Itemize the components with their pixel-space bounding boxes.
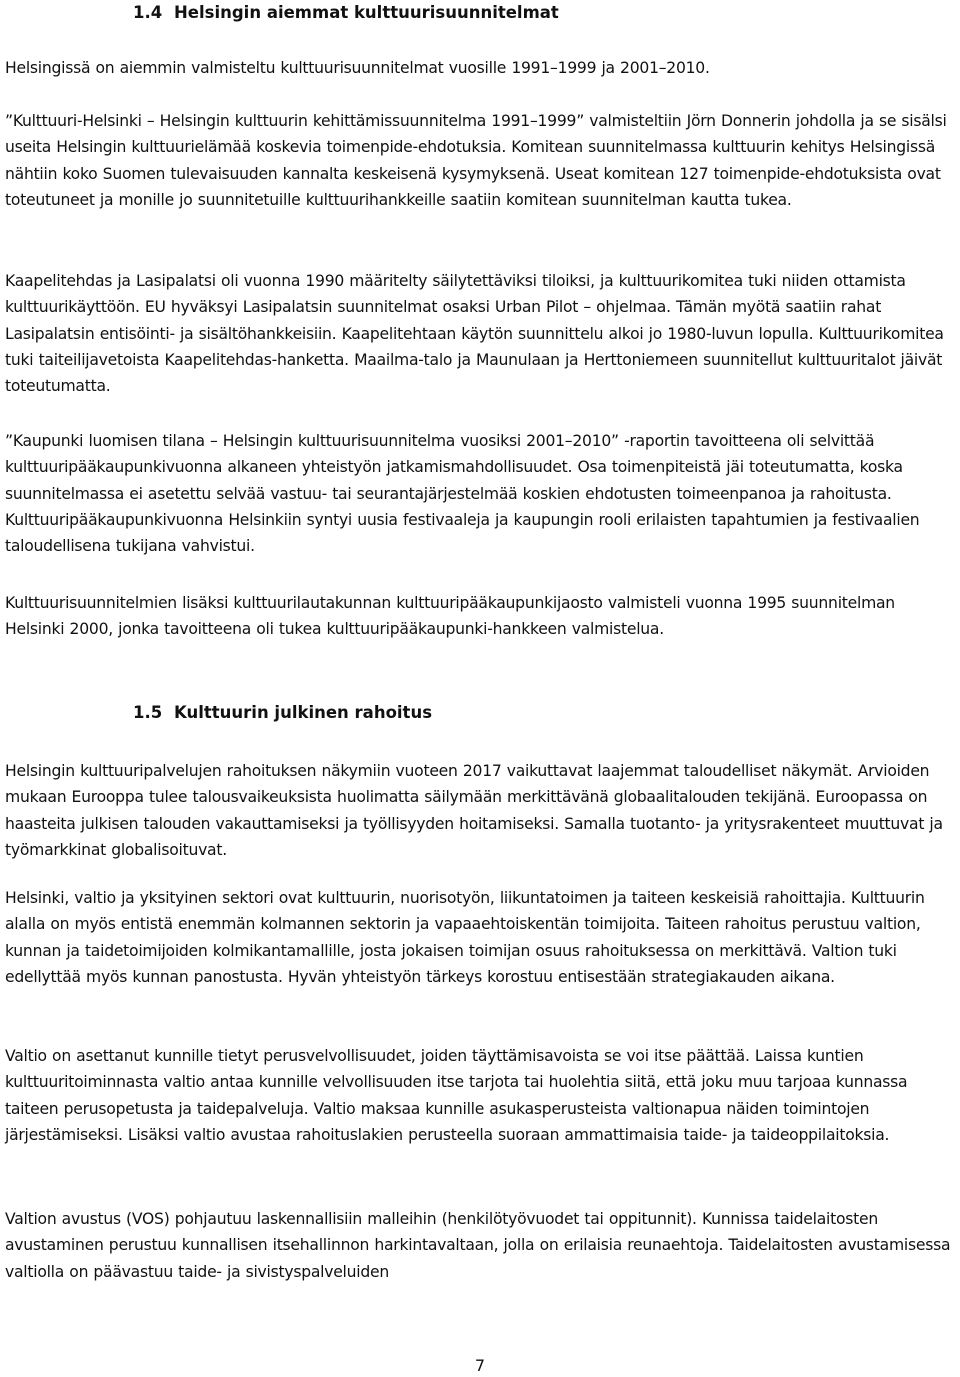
section-title: Helsingin aiemmat kulttuurisuunnitelmat	[173, 3, 559, 22]
section-number: 1.5	[133, 703, 163, 722]
paragraph: Helsinki, valtio ja yksityinen sektori ovat kulttuurin, nuorisotyön, liikuntatoimen ja taiteen keskeisiä rahoittajia. Kulttuurin alalla on myös entistä enemmän kolmannen sektorin ja vapaaehtoiskentän toimijoita. Taiteen rahoitus perustuu valtion, kunnan ja taidetoimijoiden kolmikantamallille, josta jokaisen toimijan osuus rahoituksessa on merkittävä. Valtion tuki edellyttää myös kunnan panostusta. Hyvän yhteistyön tärkeys korostuu entisestään strategiakauden aikana.	[5, 889, 925, 986]
section-number: 1.4	[133, 3, 163, 22]
section-title: Kulttuurin julkinen rahoitus	[173, 703, 433, 722]
paragraph: Valtion avustus (VOS) pohjautuu laskennallisiin malleihin (henkilötyövuodet tai oppitunnit). Kunnissa taidelaitosten avustaminen perustuu kunnallisen itsehallinnon harkintavaltaan, jolla on erilaisia reunaehtoja. Taidelaitosten avustamisessa valtiolla on päävastuu taide- ja sivistyspalveluiden	[5, 1210, 951, 1281]
paragraph: Kaapelitehdas ja Lasipalatsi oli vuonna 1990 määritelty säilytettäviksi tiloiksi, ja kulttuurikomitea tuki niiden ottamista kulttuurikäyttöön. EU hyväksyi Lasipalatsin suunnitelmat osaksi Urban Pilot – ohjelmaa. Tämän myötä saatiin rahat Lasipalatsin entisöinti- ja sisältöhankkeisiin. Kaapelitehtaan käytön suunnittelu alkoi jo 1980-luvun lopulla. Kulttuurikomitea tuki taiteilijavetoista Kaapelitehdas-hanketta. Maailma-talo ja Maunulaan ja Herttoniemeen suunnitellut kulttuuritalot jäivät toteutumatta.	[5, 272, 944, 396]
paragraph: Helsingin kulttuuripalvelujen rahoituksen näkymiin vuoteen 2017 vaikuttavat laajemmat taloudelliset näkymät. Arvioiden mukaan Eurooppa tulee talousvaikeuksista huolimatta säilymään merkittävänä globaalitalouden tekijänä. Euroopassa on haasteita julkisen talouden vakauttamiseksi ja työllisyyden hoitamiseksi. Samalla tuotanto- ja yritysrakenteet muuttuvat ja työmarkkinat globalisoituvat.	[5, 762, 943, 859]
paragraph: ”Kaupunki luomisen tilana – Helsingin kulttuurisuunnitelma vuosiksi 2001–2010” -raportin tavoitteena oli selvittää kulttuuripääkaupunkivuonna alkaneen yhteistyön jatkamismahdollisuudet. Osa toimenpiteistä jäi toteutumatta, koska suunnitelmassa ei asetettu selvää vastuu- tai seurantajärjestelmää koskien ehdotusten toimeenpanoa ja rahoitusta. Kulttuuripääkaupunkivuonna Helsinkiin syntyi uusia festivaaleja ja kaupungin rooli erilaisten tapahtumien ja festivaalien taloudellisena tukijana vahvistui.	[5, 432, 920, 556]
page-number: 7	[474, 1356, 486, 1375]
section-heading-1-5	[133, 702, 432, 724]
section-heading-1-4	[133, 2, 559, 24]
paragraph: Kulttuurisuunnitelmien lisäksi kulttuurilautakunnan kulttuuripääkaupunkijaosto valmisteli vuonna 1995 suunnitelman Helsinki 2000, jonka tavoitteena oli tukea kulttuuripääkaupunki-hankkeen valmistelua.	[5, 594, 895, 639]
paragraph: Valtio on asettanut kunnille tietyt perusvelvollisuudet, joiden täyttämisavoista se voi itse päättää. Laissa kuntien kulttuuritoiminnasta valtio antaa kunnille velvollisuuden itse tarjota tai huolehtia siitä, että joku muu tarjoaa kunnassa taiteen perusopetusta ja taidepalveluja. Valtio maksaa kunnille asukasperusteista valtionapua näiden toimintojen järjestämiseksi. Lisäksi valtio avustaa rahoituslakien perusteella suoraan ammattimaisia taide- ja taideoppilaitoksia.	[5, 1047, 908, 1144]
paragraph: ”Kulttuuri-Helsinki – Helsingin kulttuurin kehittämissuunnitelma 1991–1999” valmisteltiin Jörn Donnerin johdolla ja se sisälsi useita Helsingin kulttuurielämää koskevia toimenpide-ehdotuksia. Komitean suunnitelmassa kulttuurin kehitys Helsingissä nähtiin koko Suomen tulevaisuuden kannalta keskeisenä kysymyksenä. Useat komitean 127 toimenpide-ehdotuksista ovat toteutuneet ja monille jo suunnitetuille kulttuurihankkeille saatiin komitean suunnitelman kautta tukea.	[5, 112, 947, 209]
paragraph: Helsingissä on aiemmin valmisteltu kulttuurisuunnitelmat vuosille 1991–1999 ja 2001–2010.	[5, 59, 710, 77]
